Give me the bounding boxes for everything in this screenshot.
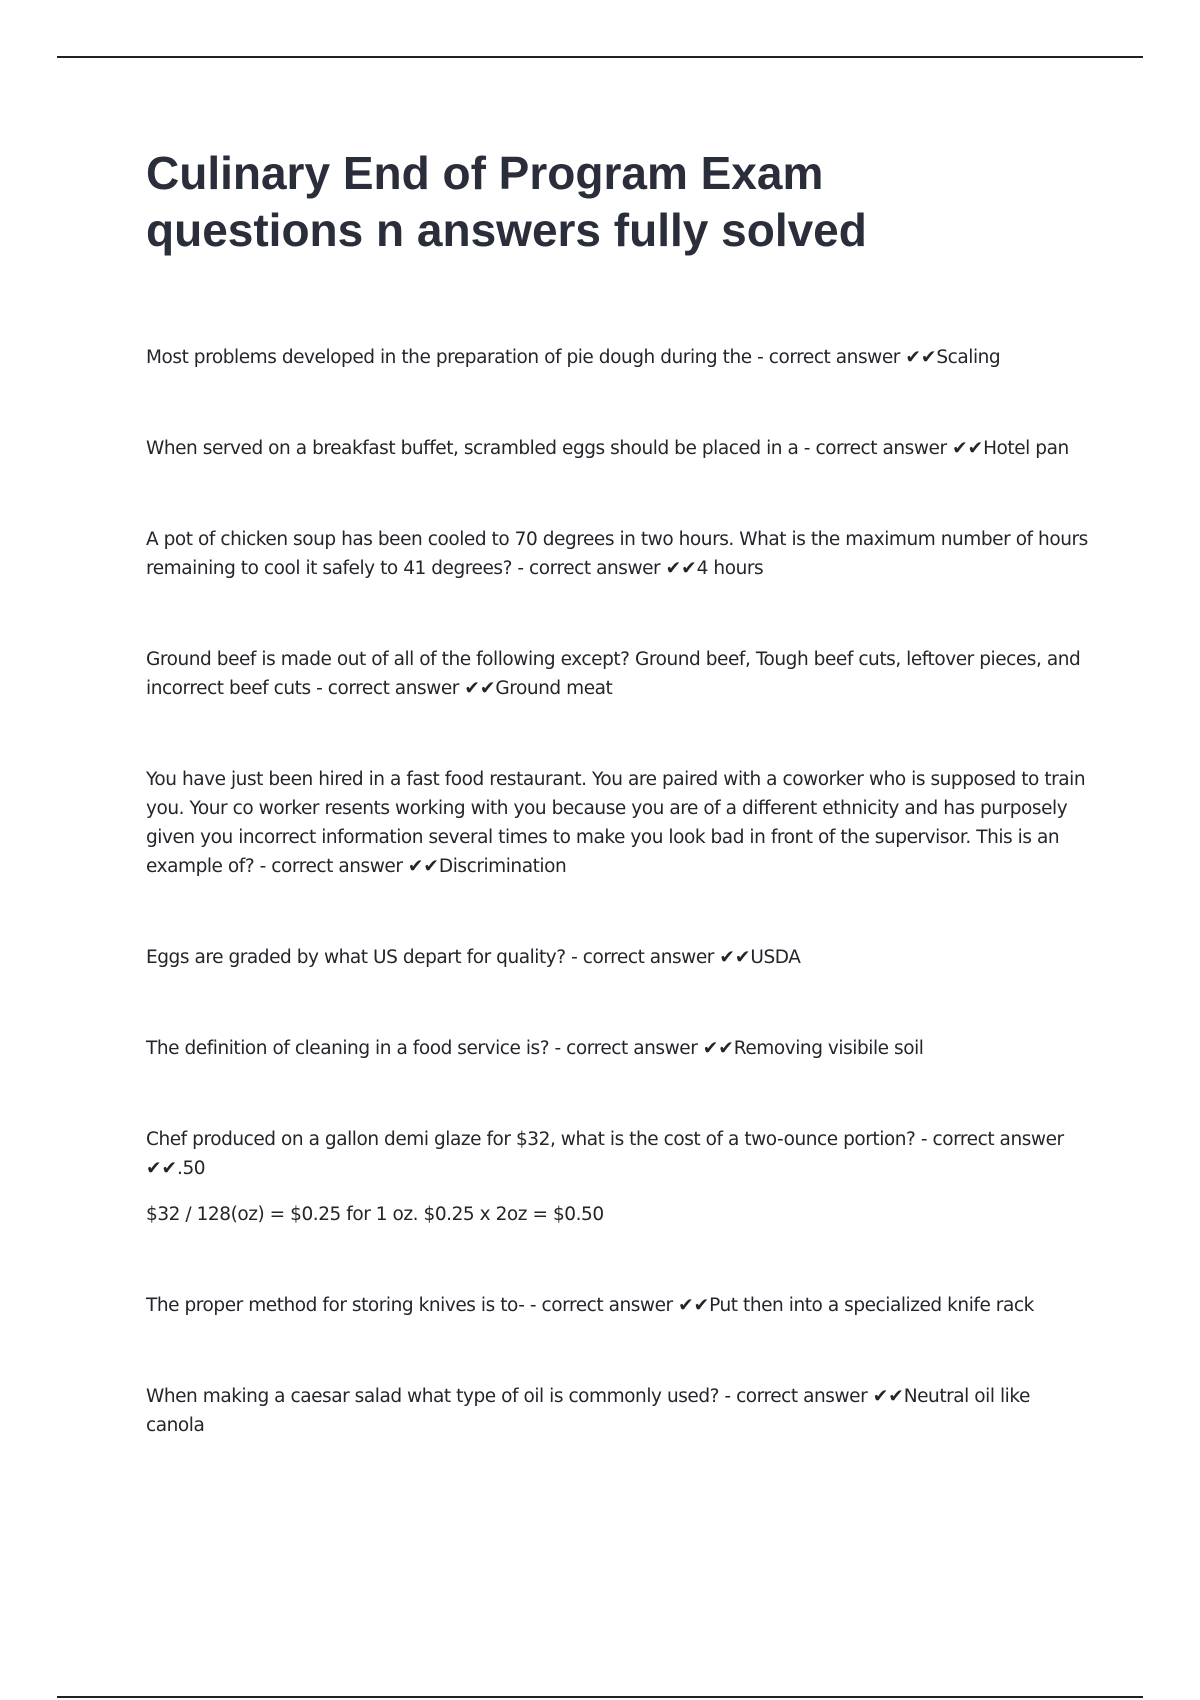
double-check-icon: ✔✔ [702,1038,734,1059]
question-text: The definition of cleaning in a food service is? - correct answer [146,1038,703,1059]
double-check-icon: ✔✔ [719,947,751,968]
qa-item-4 [146,645,1091,703]
double-check-icon: ✔✔ [872,1386,904,1407]
qa-item-6 [146,943,1091,972]
qa-item-8 [146,1125,1091,1229]
answer-text: Discrimination [438,856,567,877]
double-check-icon: ✔✔ [952,438,984,459]
answer-text: Ground meat [495,678,613,699]
double-check-icon: ✔✔ [678,1295,710,1316]
double-check-icon: ✔✔ [665,558,697,579]
question-text: The proper method for storing knives is to- - correct answer [146,1295,679,1316]
question-text: When served on a breakfast buffet, scrambled eggs should be placed in a - correct answer [146,438,953,459]
double-check-icon: ✔✔ [464,678,496,699]
answer-text: Scaling [936,347,1001,368]
question-text: Ground beef is made out of all of the following except? Ground beef, Tough beef cuts, leftover pieces, and incorrect beef cuts - correct answer [146,649,1081,699]
answer-text: USDA [750,947,801,968]
qa-item-9 [146,1291,1091,1320]
qa-item-10 [146,1382,1091,1440]
question-text: A pot of chicken soup has been cooled to 70 degrees in two hours. What is the maximum number of hours remaining to cool it safely to 41 degrees? - correct answer [146,529,1088,579]
qa-item-3 [146,525,1091,583]
qa-item-5 [146,765,1091,881]
question-text: Eggs are graded by what US depart for quality? - correct answer [146,947,720,968]
qa-item-7 [146,1034,1091,1063]
answer-text: 4 hours [696,558,764,579]
top-rule [57,56,1143,58]
double-check-icon: ✔✔ [146,1158,178,1179]
double-check-icon: ✔✔ [407,856,439,877]
question-text: When making a caesar salad what type of oil is commonly used? - correct answer [146,1386,873,1407]
document-body [146,145,1091,1502]
question-text: Chef produced on a gallon demi glaze for $32, what is the cost of a two-ounce portion? - correct answer [146,1129,1064,1150]
answer-text: Put then into a specialized knife rack [709,1295,1034,1316]
title-line-1: Culinary End of Program Exam [146,147,824,199]
double-check-icon: ✔✔ [905,347,937,368]
document-title [146,145,1091,259]
question-text: You have just been hired in a fast food restaurant. You are paired with a coworker who is supposed to train you. Your co worker resents working with you because you are of a different ethnicity and has purposely given you incorrect information several times to make you look bad in front of the supervisor. This is an example of? - correct answer [146,769,1086,877]
answer-text: Hotel pan [983,438,1069,459]
answer-text: .50 [177,1158,206,1179]
bottom-rule [57,1696,1143,1698]
answer-text: Neutral oil like canola [146,1386,1030,1436]
qa-list [146,343,1091,1440]
qa-item-1 [146,343,1091,372]
question-text: Most problems developed in the preparation of pie dough during the - correct answer [146,347,906,368]
qa-item-2 [146,434,1091,463]
answer-text: Removing visibile soil [733,1038,924,1059]
title-line-2: questions n answers fully solved [146,204,867,256]
answer-explanation: $32 / 128(oz) = $0.25 for 1 oz. $0.25 x 2oz = $0.50 [146,1204,604,1225]
